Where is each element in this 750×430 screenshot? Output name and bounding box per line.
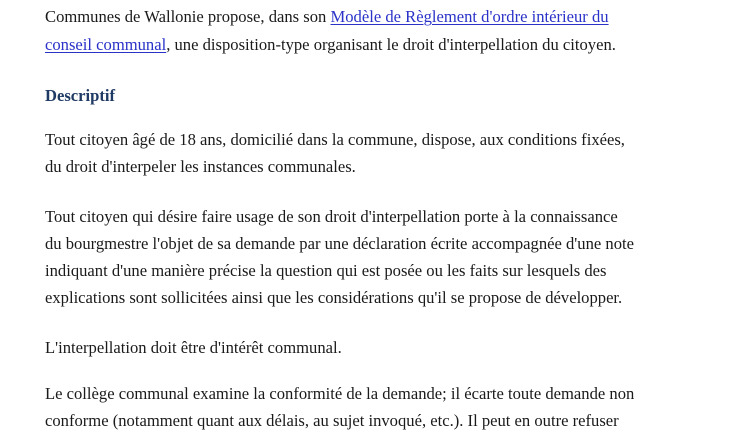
model-regulation-link-continued[interactable]: conseil communal <box>45 35 167 54</box>
intro-line-1 <box>45 7 609 27</box>
paragraph-2-line-1: Tout citoyen qui désire faire usage de son droit d'interpellation porte à la connaissance <box>45 207 618 226</box>
model-regulation-link[interactable]: Modèle de Règlement d'ordre intérieur du <box>330 7 609 26</box>
paragraph-2-line-3: indiquant d'une manière précise la question qui est posée ou les faits sur lesquels des <box>45 261 607 280</box>
paragraph-1-line-1: Tout citoyen âgé de 18 ans, domicilié dans la commune, dispose, aux conditions fixées, <box>45 130 625 149</box>
section-heading: Descriptif <box>45 86 116 105</box>
paragraph-4-line-2: conforme (notamment quant aux délais, au sujet invoqué, etc.). Il peut en outre refuser <box>45 411 619 430</box>
paragraph-4-line-1: Le collège communal examine la conformité de la demande; il écarte toute demande non <box>45 384 635 403</box>
paragraph-2-line-4: explications sont sollicitées ainsi que les considérations qu'il se propose de développer. <box>45 288 623 307</box>
paragraph-3-line-1: L'interpellation doit être d'intérêt communal. <box>45 338 342 357</box>
paragraph-1-line-2: du droit d'interpeler les instances communales. <box>45 157 356 176</box>
paragraph-2-line-2: du bourgmestre l'objet de sa demande par une déclaration écrite accompagnée d'une note <box>45 234 634 253</box>
intro-text-prefix: Communes de Wallonie propose, dans son <box>45 7 331 26</box>
intro-line-2 <box>45 35 616 55</box>
intro-text-suffix: , une disposition-type organisant le droit d'interpellation du citoyen. <box>166 35 616 54</box>
